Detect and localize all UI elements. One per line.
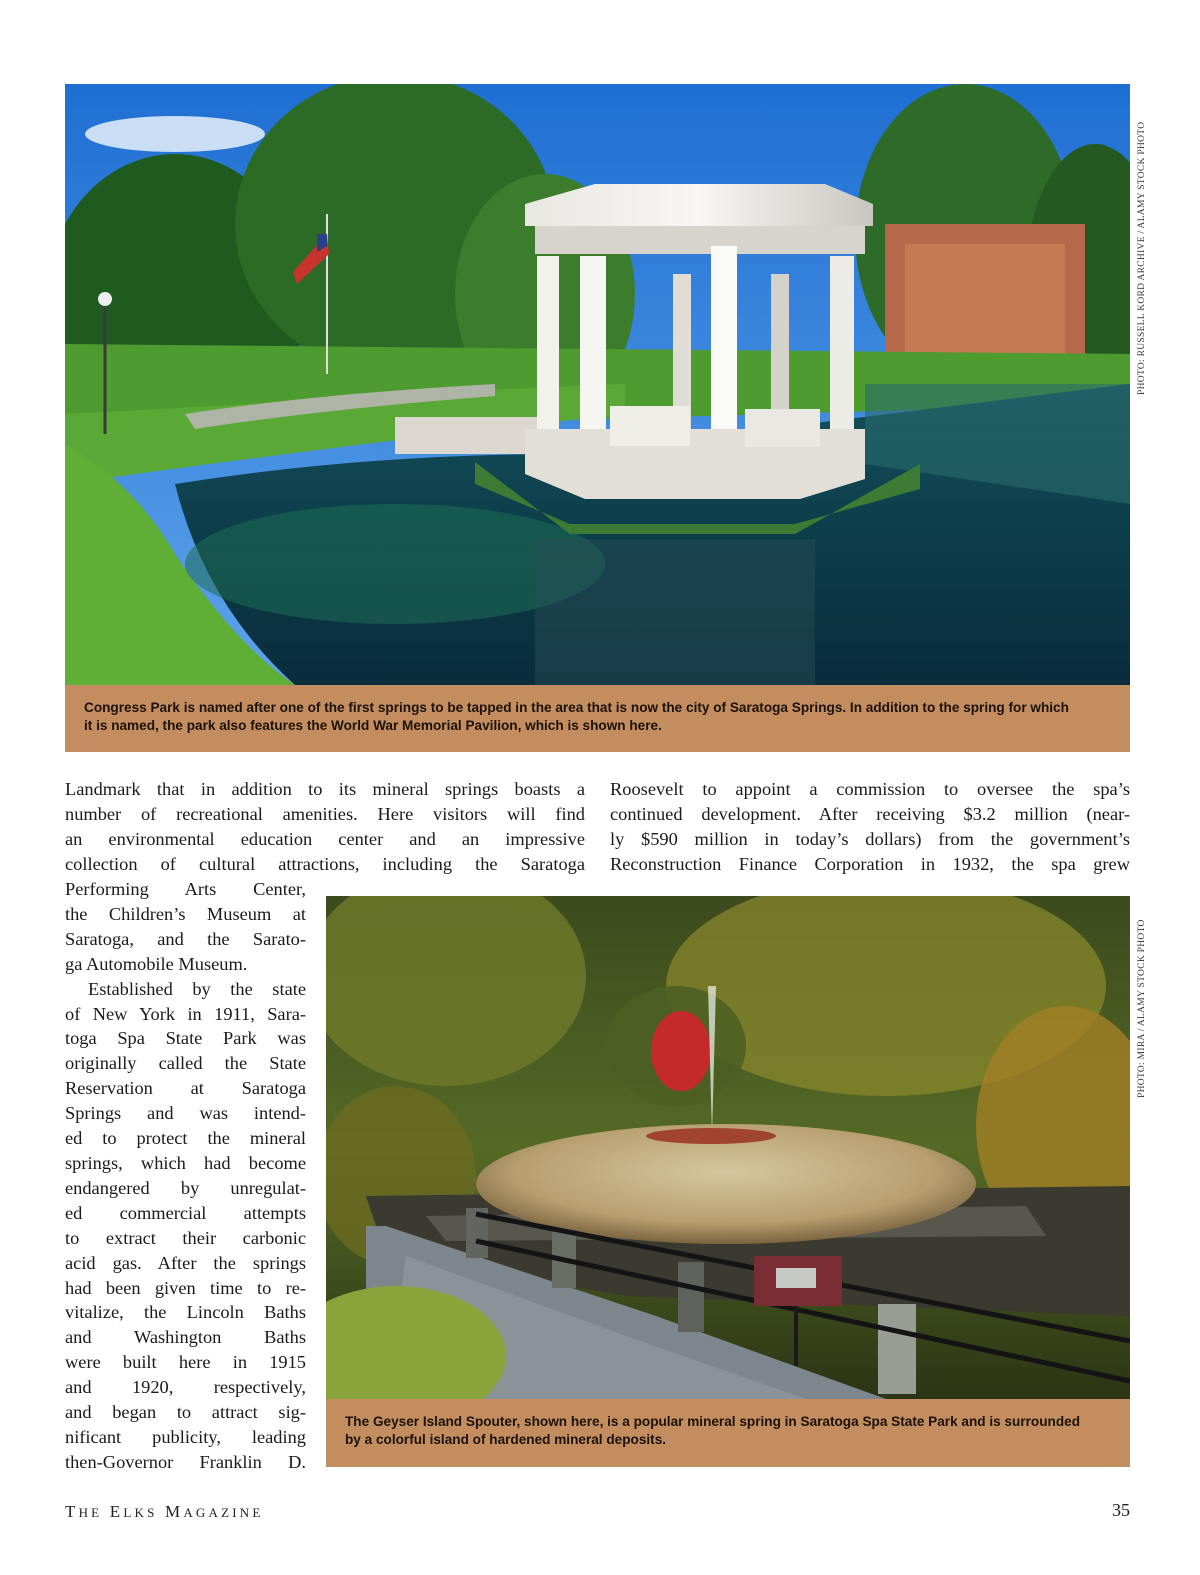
body-line: endangered by unregulat- [65, 1177, 306, 1198]
body-column-left-narrow [65, 877, 306, 1475]
body-line: Springs and was intend- [65, 1103, 306, 1124]
top-photo-caption [65, 685, 1130, 752]
body-line: and Washington Baths [65, 1327, 306, 1348]
body-line: collection of cultural attractions, including the Saratoga [65, 853, 585, 874]
body-line: the Children’s Museum at [65, 903, 306, 924]
bottom-photo-credit: PHOTO: MIRA / ALAMY STOCK PHOTO [1137, 919, 1147, 1098]
body-line: ed to protect the mineral [65, 1128, 306, 1149]
magazine-title-initial: E [109, 1502, 124, 1521]
body-line: to extract their carbonic [65, 1227, 306, 1248]
body-line: Performing Arts Center, [65, 879, 306, 899]
bottom-photo-caption [326, 1399, 1130, 1467]
geyser-island-spouter-image [326, 896, 1130, 1399]
body-column-right [610, 777, 1130, 877]
body-line: ed commercial attempts [65, 1202, 306, 1223]
body-line: and 1920, respectively, [65, 1377, 306, 1398]
caption-line: it is named, the park also features the World War Memorial Pavilion, which is shown here. [84, 718, 662, 733]
body-line: and began to attract sig- [65, 1402, 306, 1423]
body-line: nificant publicity, leading [65, 1426, 306, 1447]
congress-park-pavilion-image [65, 84, 1130, 685]
magazine-title-part: LKS [123, 1505, 158, 1520]
magazine-title [65, 1502, 264, 1522]
caption-line: by a colorful island of hardened mineral deposits. [345, 1432, 667, 1447]
body-line: continued development. After receiving $3.2 million (near- [610, 803, 1130, 824]
body-line: Reconstruction Finance Corporation in 1932, the spa grew [610, 853, 1130, 874]
body-line: had been given time to re- [65, 1277, 306, 1298]
caption-line: Congress Park is named after one of the first springs to be tapped in the area that is now the city of Saratoga Springs. In addition to the spring for which [84, 700, 1069, 715]
body-line: vitalize, the Lincoln Baths [65, 1302, 306, 1323]
body-line: Saratoga, and the Sarato- [65, 928, 306, 949]
body-line: originally called the State [65, 1053, 306, 1074]
body-line: Landmark that in addition to its mineral springs boasts a [65, 779, 585, 799]
body-line: Roosevelt to appoint a commission to oversee the spa’s [610, 779, 1130, 799]
body-line: Reservation at Saratoga [65, 1078, 306, 1099]
body-line: acid gas. After the springs [65, 1252, 306, 1273]
magazine-title-part: AGAZINE [183, 1505, 264, 1520]
body-line: springs, which had become [65, 1152, 306, 1173]
magazine-title-initial: T [65, 1502, 79, 1521]
body-line: then-Governor Franklin D. [65, 1451, 306, 1472]
body-line: ly $590 million in today’s dollars) from the government’s [610, 828, 1130, 849]
top-photo-credit: PHOTO: RUSSELL KORD ARCHIVE / ALAMY STOCK PHOTO [1137, 121, 1147, 395]
body-line: an environmental education center and an impressive [65, 828, 585, 849]
body-column-left-top [65, 777, 585, 877]
caption-line: The Geyser Island Spouter, shown here, is a popular mineral spring in Saratoga Spa State Park and is surrounded [345, 1414, 1081, 1429]
magazine-title-initial: M [165, 1502, 184, 1521]
body-line: ga Automobile Museum. [65, 953, 248, 974]
geyser-island-photo [326, 896, 1130, 1399]
body-line: number of recreational amenities. Here visitors will find [65, 803, 585, 824]
body-line: were built here in 1915 [65, 1352, 306, 1373]
magazine-title-part: HE [78, 1505, 103, 1520]
body-line: Established by the state [88, 978, 306, 999]
body-line: of New York in 1911, Sara- [65, 1003, 306, 1024]
page-number: 35 [1112, 1500, 1130, 1520]
body-line: toga Spa State Park was [65, 1028, 306, 1049]
congress-park-photo [65, 84, 1130, 685]
